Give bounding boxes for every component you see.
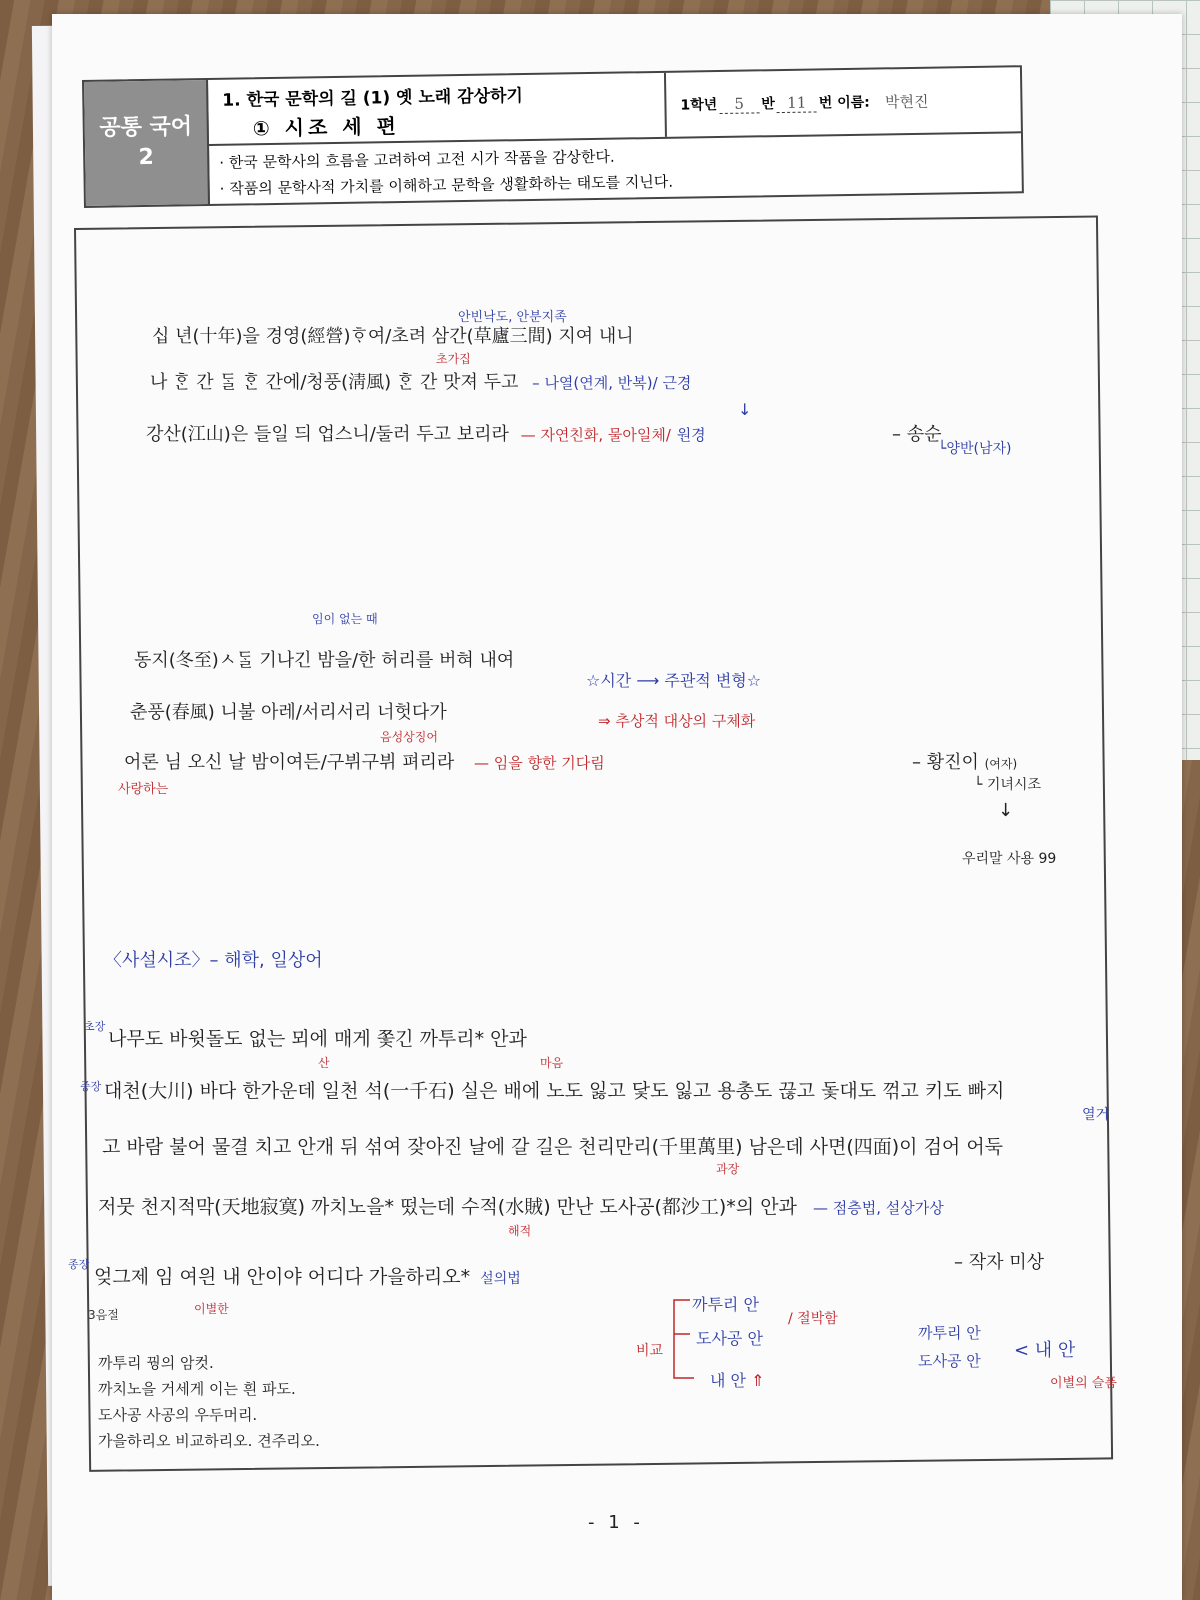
lesson-title: 1. 한국 문학의 길 (1) 옛 노래 감상하기 ① 시조 세 편 [208,73,667,144]
poem1-line3: 강산(江山)은 들일 듸 업스니/둘러 두고 보리라 — 자연친화, 물아일체/ 원경 [146,424,706,445]
annotation: 열거 [1082,1107,1110,1123]
poem3-line2: 대천(大川) 바다 한가운데 일천 석(一千石) 실은 배에 노도 잃고 닻도 잃고 용총도 끊고 돛대도 꺾고 키도 빠지 [104,1080,1005,1102]
annotation: 산 [318,1056,330,1070]
annotation: 과장 [716,1162,740,1176]
annotation: └ 기녀시조 [974,777,1041,793]
annotation: 까투리 안 [918,1324,981,1342]
annotation: 도사공 안 [696,1329,763,1348]
annotation: 종장 [68,1258,90,1271]
annotation: 임이 없는 때 [312,612,378,626]
annotation: 이별한 [194,1302,229,1316]
annotation: └양반(남자) [938,441,1012,457]
number-field[interactable]: 11 [777,93,817,113]
annotation: < 내 안 [1014,1340,1076,1361]
annotation: 까투리 안 [692,1295,759,1314]
poem2-line3: 어론 님 오신 날 밤이여든/구뷔구뷔 펴리라 — 임을 향한 기다림 [124,752,605,773]
poem2-line2: 춘풍(春風) 니불 아레/서리서리 너헛다가 [130,702,447,723]
class-field[interactable]: 5 [719,94,759,114]
annotation: ⇒ 추상적 대상의 구체화 [598,712,756,730]
poem1-author: – 송순 [892,424,942,445]
student-info: 1학년 5 반 11 번 이름: 박현진 [666,67,1021,137]
annotation: 이별의 슬픔 [1050,1376,1117,1391]
annotation: 마음 [540,1056,564,1070]
poem3-line4: 저뭇 천지적막(天地寂寞) 까치노을* 떴는데 수적(水賊) 만난 도사공(都沙工)*의 안과 — 점층법, 설상가상 [98,1196,944,1218]
annotation: 도사공 안 [918,1352,981,1370]
poem1-line1: 십 년(十年)을 경영(經營)ᄒᆞ여/초려 삼간(草廬三間) 지여 내니 [152,326,634,347]
arrow-down-icon: ↓ [998,800,1014,821]
subject-label: 공통 국어 2 [84,80,210,206]
annotation: 비교 [636,1343,664,1359]
annotation: 음성상징어 [380,730,438,744]
arrow-down-icon: ↓ [738,400,752,419]
poem1-line2: 나 ᄒᆞᆫ 간 ᄃᆞᆯ ᄒᆞᆫ 간에/청풍(淸風) ᄒᆞᆫ 간 맛져 두고 – 나열(연계, 반복)/ 근경 [150,372,692,393]
annotation: 초가집 [436,352,471,366]
section-heading: 〈사설시조〉– 해학, 일상어 [104,950,323,971]
poem3-line5: 엊그제 임 여읜 내 안이야 어디다 가을하리오* 설의법 [94,1266,521,1288]
annotation: 우리말 사용 99 [962,851,1057,867]
annotation: 사랑하는 [118,782,169,797]
name-field[interactable]: 박현진 [884,92,929,111]
page-number: - 1 - [588,1512,644,1533]
learning-goals: · 한국 문학사의 흐름을 고려하여 고전 시가 작품을 감상한다. · 작품의 문학사적 가치를 이해하고 문학을 생활화하는 태도를 지닌다. [219,147,674,198]
annotation: 안빈낙도, 안분지족 [458,310,567,325]
arrow-up-icon: ⇑ [751,1371,765,1390]
annotation: 내 안 ⇑ [710,1371,765,1390]
worksheet-header [82,65,1024,208]
glossary: 까투리 꿩의 암컷. 까치노을 거세게 이는 흰 파도. 도사공 사공의 우두머리. 가을하리오 비교하리오. 견주리오. [98,1354,320,1450]
annotation: ☆시간 ⟶ 주관적 변형☆ [586,671,762,690]
annotation: / 절박함 [788,1311,838,1327]
poem2-line1: 동지(冬至)ㅅᄃᆞᆯ 기나긴 밤을/한 허리를 버혀 내여 [134,650,515,671]
annotation: 3음절 [88,1308,119,1322]
poem3-line1: 나무도 바윗돌도 없는 뫼에 매게 쫓긴 까투리* 안과 [108,1028,527,1050]
annotation: 중장 [80,1080,102,1093]
annotation: 초장 [84,1020,106,1033]
poem3-line3: 고 바람 불어 물결 치고 안개 뒤 섞여 잦아진 날에 갈 길은 천리만리(千里萬里) 남은데 사면(四面)이 검어 어둑 [102,1136,1004,1158]
annotation: 해적 [508,1224,532,1238]
poem3-author: – 작자 미상 [954,1252,1044,1273]
poem2-author: – 황진이 (여자) [912,752,1018,773]
